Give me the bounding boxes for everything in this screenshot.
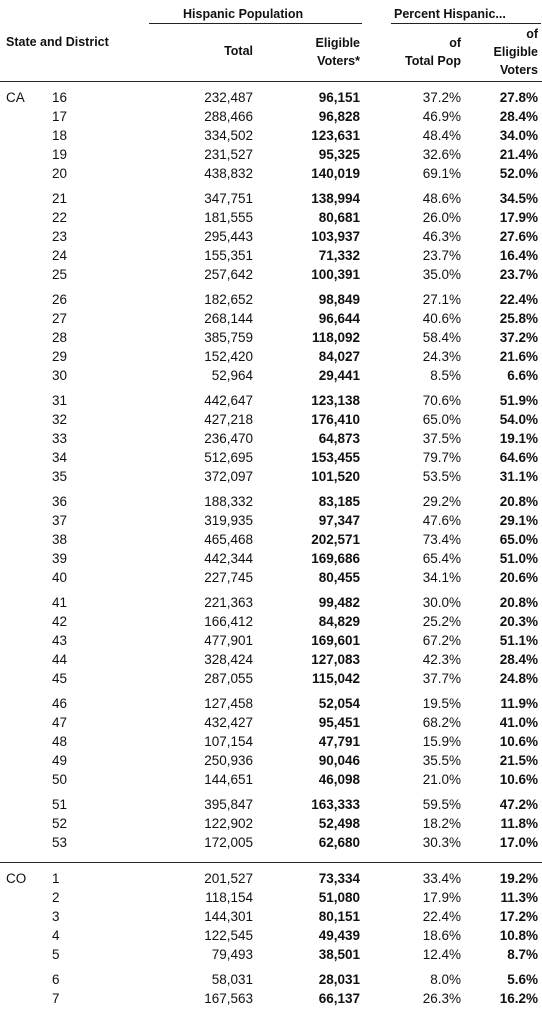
header-total: Total (224, 44, 253, 58)
percent-of-total-pop: 34.1% (422, 570, 461, 585)
percent-of-total-pop: 59.5% (422, 797, 461, 812)
eligible-voters: 62,680 (318, 835, 360, 850)
district-number: 41 (52, 595, 68, 610)
percent-of-total-pop: 46.3% (422, 229, 461, 244)
district-number: 32 (52, 412, 68, 427)
percent-of-eligible-voters: 21.6% (499, 349, 538, 364)
percent-of-eligible-voters: 16.2% (499, 991, 538, 1006)
table-row (0, 869, 542, 888)
district-number: 49 (52, 753, 68, 768)
percent-of-total-pop: 32.6% (422, 147, 461, 162)
percent-of-eligible-voters: 17.0% (499, 835, 538, 850)
eligible-voters: 202,571 (311, 532, 360, 547)
total-population: 328,424 (204, 652, 253, 667)
row-group (0, 492, 542, 587)
table-row (0, 208, 542, 227)
percent-of-eligible-voters: 16.4% (499, 248, 538, 263)
table-row (0, 366, 542, 385)
district-number: 38 (52, 532, 68, 547)
state-code: CA (6, 90, 25, 105)
total-population: 347,751 (204, 191, 253, 206)
percent-of-eligible-voters: 25.8% (499, 311, 538, 326)
eligible-voters: 46,098 (318, 772, 360, 787)
percent-of-eligible-voters: 10.6% (499, 734, 538, 749)
total-population: 372,097 (204, 469, 253, 484)
row-group (0, 869, 542, 964)
total-population: 122,902 (204, 816, 253, 831)
table-row (0, 429, 542, 448)
eligible-voters: 90,046 (318, 753, 360, 768)
total-population: 385,759 (204, 330, 253, 345)
percent-of-eligible-voters: 51.0% (499, 551, 538, 566)
eligible-voters: 100,391 (311, 267, 360, 282)
total-population: 167,563 (204, 991, 253, 1006)
table-row (0, 492, 542, 511)
percent-of-total-pop: 8.0% (430, 972, 461, 987)
table-row (0, 549, 542, 568)
state-divider-rule (0, 862, 542, 863)
row-group (0, 391, 542, 486)
header-hispanic-population: Hispanic Population (183, 7, 304, 21)
total-population: 334,502 (204, 128, 253, 143)
percent-of-total-pop: 25.2% (422, 614, 461, 629)
table-row (0, 145, 542, 164)
percent-of-total-pop: 8.5% (430, 368, 461, 383)
eligible-voters: 80,681 (318, 210, 360, 225)
percent-of-total-pop: 21.0% (422, 772, 461, 787)
row-group (0, 970, 542, 1008)
district-number: 45 (52, 671, 68, 686)
table-row (0, 391, 542, 410)
eligible-voters: 29,441 (318, 368, 360, 383)
table-row (0, 833, 542, 852)
state-code: CO (6, 871, 27, 886)
district-number: 29 (52, 349, 68, 364)
district-number: 22 (52, 210, 68, 225)
total-population: 79,493 (211, 947, 253, 962)
percent-of-eligible-voters: 23.7% (499, 267, 538, 282)
percent-of-total-pop: 30.3% (422, 835, 461, 850)
percent-of-total-pop: 18.6% (422, 928, 461, 943)
eligible-voters: 98,849 (318, 292, 360, 307)
total-population: 288,466 (204, 109, 253, 124)
eligible-voters: 52,054 (318, 696, 360, 711)
total-population: 319,935 (204, 513, 253, 528)
total-population: 512,695 (204, 450, 253, 465)
header-underline-population (149, 23, 362, 24)
eligible-voters: 176,410 (311, 412, 360, 427)
total-population: 127,458 (204, 696, 253, 711)
table-row (0, 265, 542, 284)
total-population: 188,332 (204, 494, 253, 509)
percent-of-eligible-voters: 21.5% (499, 753, 538, 768)
total-population: 465,468 (204, 532, 253, 547)
eligible-voters: 84,027 (318, 349, 360, 364)
table-row (0, 126, 542, 145)
district-number: 37 (52, 513, 68, 528)
percent-of-total-pop: 29.2% (422, 494, 461, 509)
total-population: 118,154 (205, 890, 253, 905)
table-row (0, 568, 542, 587)
eligible-voters: 52,498 (318, 816, 360, 831)
table-row (0, 945, 542, 964)
percent-of-eligible-voters: 17.9% (499, 210, 538, 225)
percent-of-eligible-voters: 28.4% (499, 109, 538, 124)
percent-of-eligible-voters: 51.9% (499, 393, 538, 408)
total-population: 221,363 (204, 595, 253, 610)
district-number: 6 (52, 972, 60, 987)
district-number: 5 (52, 947, 60, 962)
eligible-voters: 138,994 (311, 191, 360, 206)
percent-of-total-pop: 18.2% (422, 816, 461, 831)
percent-of-eligible-voters: 51.1% (499, 633, 538, 648)
table-row (0, 795, 542, 814)
district-number: 40 (52, 570, 68, 585)
total-population: 432,427 (204, 715, 253, 730)
total-population: 181,555 (204, 210, 253, 225)
percent-of-eligible-voters: 10.8% (499, 928, 538, 943)
eligible-voters: 123,138 (311, 393, 360, 408)
percent-of-eligible-voters: 34.0% (499, 128, 538, 143)
eligible-voters: 51,080 (318, 890, 360, 905)
header-of-total-line1: of (449, 36, 461, 50)
district-number: 34 (52, 450, 68, 465)
percent-of-total-pop: 65.4% (422, 551, 461, 566)
table-row (0, 669, 542, 688)
percent-of-eligible-voters: 17.2% (499, 909, 538, 924)
eligible-voters: 97,347 (318, 513, 360, 528)
row-group (0, 88, 542, 183)
eligible-voters: 115,042 (311, 671, 360, 686)
eligible-voters: 99,482 (318, 595, 360, 610)
header-underline-percent (391, 23, 541, 24)
percent-of-eligible-voters: 29.1% (499, 513, 538, 528)
district-number: 17 (52, 109, 68, 124)
percent-of-eligible-voters: 6.6% (507, 368, 538, 383)
eligible-voters: 118,092 (311, 330, 360, 345)
district-number: 50 (52, 772, 68, 787)
percent-of-total-pop: 19.5% (422, 696, 461, 711)
district-number: 18 (52, 128, 68, 143)
district-number: 3 (52, 909, 60, 924)
district-number: 31 (52, 393, 68, 408)
row-group (0, 290, 542, 385)
table-row (0, 164, 542, 183)
percent-of-total-pop: 47.6% (422, 513, 461, 528)
district-number: 35 (52, 469, 68, 484)
percent-of-total-pop: 67.2% (422, 633, 461, 648)
table-row (0, 732, 542, 751)
eligible-voters: 66,137 (318, 991, 360, 1006)
percent-of-total-pop: 15.9% (422, 734, 461, 749)
district-number: 7 (52, 991, 60, 1006)
total-population: 442,647 (204, 393, 253, 408)
percent-of-total-pop: 53.5% (422, 469, 461, 484)
header-of-eligible-line1: of (526, 27, 538, 41)
total-population: 144,301 (204, 909, 253, 924)
total-population: 287,055 (204, 671, 253, 686)
table-row (0, 530, 542, 549)
percent-of-eligible-voters: 19.1% (499, 431, 538, 446)
total-population: 442,344 (204, 551, 253, 566)
percent-of-total-pop: 58.4% (422, 330, 461, 345)
total-population: 52,964 (211, 368, 253, 383)
percent-of-total-pop: 65.0% (422, 412, 461, 427)
table-row (0, 309, 542, 328)
header-eligible-line2: Voters* (317, 54, 360, 68)
total-population: 477,901 (204, 633, 253, 648)
percent-of-total-pop: 42.3% (422, 652, 461, 667)
percent-of-total-pop: 79.7% (422, 450, 461, 465)
table-row (0, 511, 542, 530)
district-number: 19 (52, 147, 68, 162)
total-population: 122,545 (204, 928, 253, 943)
table-row (0, 107, 542, 126)
percent-of-eligible-voters: 11.9% (500, 696, 538, 711)
total-population: 144,651 (204, 772, 253, 787)
district-number: 27 (52, 311, 68, 326)
percent-of-eligible-voters: 11.8% (500, 816, 538, 831)
district-number: 2 (52, 890, 60, 905)
total-population: 250,936 (204, 753, 253, 768)
table-row (0, 347, 542, 366)
header-of-total-line2: Total Pop (404, 54, 461, 68)
district-number: 21 (52, 191, 68, 206)
district-number: 33 (52, 431, 68, 446)
eligible-voters: 83,185 (318, 494, 360, 509)
percent-of-total-pop: 69.1% (422, 166, 461, 181)
percent-of-total-pop: 33.4% (422, 871, 461, 886)
eligible-voters: 96,828 (318, 109, 360, 124)
percent-of-total-pop: 40.6% (422, 311, 461, 326)
header-of-eligible-line3: Voters (500, 63, 538, 77)
total-population: 166,412 (204, 614, 253, 629)
eligible-voters: 47,791 (318, 734, 360, 749)
eligible-voters: 73,334 (318, 871, 360, 886)
total-population: 427,218 (204, 412, 253, 427)
district-number: 53 (52, 835, 68, 850)
header-state-district: State and District (6, 35, 109, 49)
eligible-voters: 163,333 (311, 797, 360, 812)
percent-of-eligible-voters: 11.3% (500, 890, 538, 905)
table-row (0, 751, 542, 770)
total-population: 155,351 (204, 248, 253, 263)
eligible-voters: 127,083 (311, 652, 360, 667)
district-number: 24 (52, 248, 68, 263)
eligible-voters: 38,501 (318, 947, 360, 962)
percent-of-eligible-voters: 64.6% (499, 450, 538, 465)
percent-of-eligible-voters: 21.4% (499, 147, 538, 162)
total-population: 295,443 (204, 229, 253, 244)
percent-of-eligible-voters: 22.4% (499, 292, 538, 307)
district-number: 1 (52, 871, 60, 886)
table-row (0, 467, 542, 486)
eligible-voters: 140,019 (311, 166, 360, 181)
total-population: 268,144 (204, 311, 253, 326)
total-population: 201,527 (204, 871, 253, 886)
percent-of-total-pop: 37.5% (422, 431, 461, 446)
total-population: 236,470 (204, 431, 253, 446)
percent-of-total-pop: 37.2% (422, 90, 461, 105)
district-number: 16 (52, 90, 68, 105)
eligible-voters: 123,631 (311, 128, 360, 143)
percent-of-eligible-voters: 19.2% (499, 871, 538, 886)
percent-of-total-pop: 35.5% (422, 753, 461, 768)
header-eligible-line1: Eligible (315, 36, 360, 50)
table-row (0, 770, 542, 789)
percent-of-total-pop: 23.7% (422, 248, 461, 263)
district-number: 4 (52, 928, 60, 943)
table-row (0, 612, 542, 631)
row-group (0, 694, 542, 789)
row-group (0, 795, 542, 852)
eligible-voters: 101,520 (311, 469, 360, 484)
table-row (0, 448, 542, 467)
percent-of-eligible-voters: 10.6% (499, 772, 538, 787)
total-population: 257,642 (204, 267, 253, 282)
table-row (0, 328, 542, 347)
table-row (0, 814, 542, 833)
percent-of-total-pop: 22.4% (422, 909, 461, 924)
table-row (0, 888, 542, 907)
eligible-voters: 71,332 (318, 248, 360, 263)
eligible-voters: 169,601 (311, 633, 360, 648)
total-population: 438,832 (204, 166, 253, 181)
row-group (0, 593, 542, 688)
percent-of-total-pop: 46.9% (422, 109, 461, 124)
total-population: 182,652 (204, 292, 253, 307)
percent-of-total-pop: 70.6% (422, 393, 461, 408)
percent-of-total-pop: 68.2% (422, 715, 461, 730)
total-population: 232,487 (204, 90, 253, 105)
percent-of-eligible-voters: 37.2% (499, 330, 538, 345)
percent-of-total-pop: 26.3% (422, 991, 461, 1006)
eligible-voters: 80,151 (318, 909, 360, 924)
percent-of-eligible-voters: 54.0% (499, 412, 538, 427)
percent-of-eligible-voters: 34.5% (499, 191, 538, 206)
eligible-voters: 96,151 (318, 90, 360, 105)
table-row (0, 907, 542, 926)
table-row (0, 631, 542, 650)
header-rule (0, 81, 542, 82)
eligible-voters: 64,873 (318, 431, 360, 446)
total-population: 395,847 (204, 797, 253, 812)
table-row (0, 713, 542, 732)
district-number: 25 (52, 267, 68, 282)
table-row (0, 694, 542, 713)
eligible-voters: 80,455 (318, 570, 360, 585)
total-population: 107,154 (204, 734, 253, 749)
district-number: 30 (52, 368, 68, 383)
district-number: 26 (52, 292, 68, 307)
header-of-eligible-line2: Eligible (493, 45, 538, 59)
percent-of-eligible-voters: 47.2% (499, 797, 538, 812)
percent-of-eligible-voters: 20.6% (499, 570, 538, 585)
table-row (0, 227, 542, 246)
district-number: 23 (52, 229, 68, 244)
percent-of-eligible-voters: 27.6% (499, 229, 538, 244)
table-row (0, 246, 542, 265)
percent-of-eligible-voters: 24.8% (499, 671, 538, 686)
total-population: 58,031 (211, 972, 253, 987)
eligible-voters: 84,829 (318, 614, 360, 629)
percent-of-eligible-voters: 65.0% (499, 532, 538, 547)
percent-of-eligible-voters: 28.4% (499, 652, 538, 667)
percent-of-total-pop: 26.0% (422, 210, 461, 225)
table-row (0, 88, 542, 107)
district-number: 39 (52, 551, 68, 566)
percent-of-total-pop: 73.4% (422, 532, 461, 547)
table-row (0, 650, 542, 669)
percent-of-total-pop: 27.1% (422, 292, 461, 307)
percent-of-eligible-voters: 52.0% (499, 166, 538, 181)
district-number: 28 (52, 330, 68, 345)
total-population: 227,745 (204, 570, 253, 585)
eligible-voters: 103,937 (311, 229, 360, 244)
percent-of-total-pop: 12.4% (422, 947, 461, 962)
eligible-voters: 95,325 (318, 147, 360, 162)
eligible-voters: 28,031 (318, 972, 360, 987)
header-percent-hispanic: Percent Hispanic... (394, 7, 506, 21)
table-row (0, 593, 542, 612)
percent-of-total-pop: 48.4% (422, 128, 461, 143)
percent-of-eligible-voters: 20.8% (499, 494, 538, 509)
percent-of-total-pop: 17.9% (422, 890, 461, 905)
percent-of-eligible-voters: 41.0% (499, 715, 538, 730)
eligible-voters: 153,455 (311, 450, 360, 465)
table-row (0, 989, 542, 1008)
eligible-voters: 169,686 (311, 551, 360, 566)
percent-of-eligible-voters: 5.6% (507, 972, 538, 987)
district-number: 20 (52, 166, 68, 181)
district-number: 43 (52, 633, 68, 648)
table-row (0, 970, 542, 989)
district-number: 46 (52, 696, 68, 711)
percent-of-total-pop: 24.3% (422, 349, 461, 364)
district-number: 51 (52, 797, 68, 812)
total-population: 172,005 (204, 835, 253, 850)
eligible-voters: 49,439 (318, 928, 360, 943)
district-number: 47 (52, 715, 68, 730)
percent-of-total-pop: 48.6% (422, 191, 461, 206)
district-number: 52 (52, 816, 68, 831)
percent-of-eligible-voters: 8.7% (507, 947, 538, 962)
table-row (0, 290, 542, 309)
total-population: 231,527 (204, 147, 253, 162)
percent-of-eligible-voters: 27.8% (499, 90, 538, 105)
eligible-voters: 95,451 (318, 715, 360, 730)
district-number: 44 (52, 652, 68, 667)
total-population: 152,420 (204, 349, 253, 364)
table-row (0, 189, 542, 208)
eligible-voters: 96,644 (318, 311, 360, 326)
table-row (0, 410, 542, 429)
district-number: 42 (52, 614, 68, 629)
table-row (0, 926, 542, 945)
percent-of-eligible-voters: 20.8% (499, 595, 538, 610)
percent-of-total-pop: 30.0% (422, 595, 461, 610)
percent-of-eligible-voters: 20.3% (499, 614, 538, 629)
percent-of-eligible-voters: 31.1% (499, 469, 538, 484)
row-group (0, 189, 542, 284)
district-number: 36 (52, 494, 68, 509)
percent-of-total-pop: 35.0% (422, 267, 461, 282)
percent-of-total-pop: 37.7% (422, 671, 461, 686)
district-number: 48 (52, 734, 68, 749)
